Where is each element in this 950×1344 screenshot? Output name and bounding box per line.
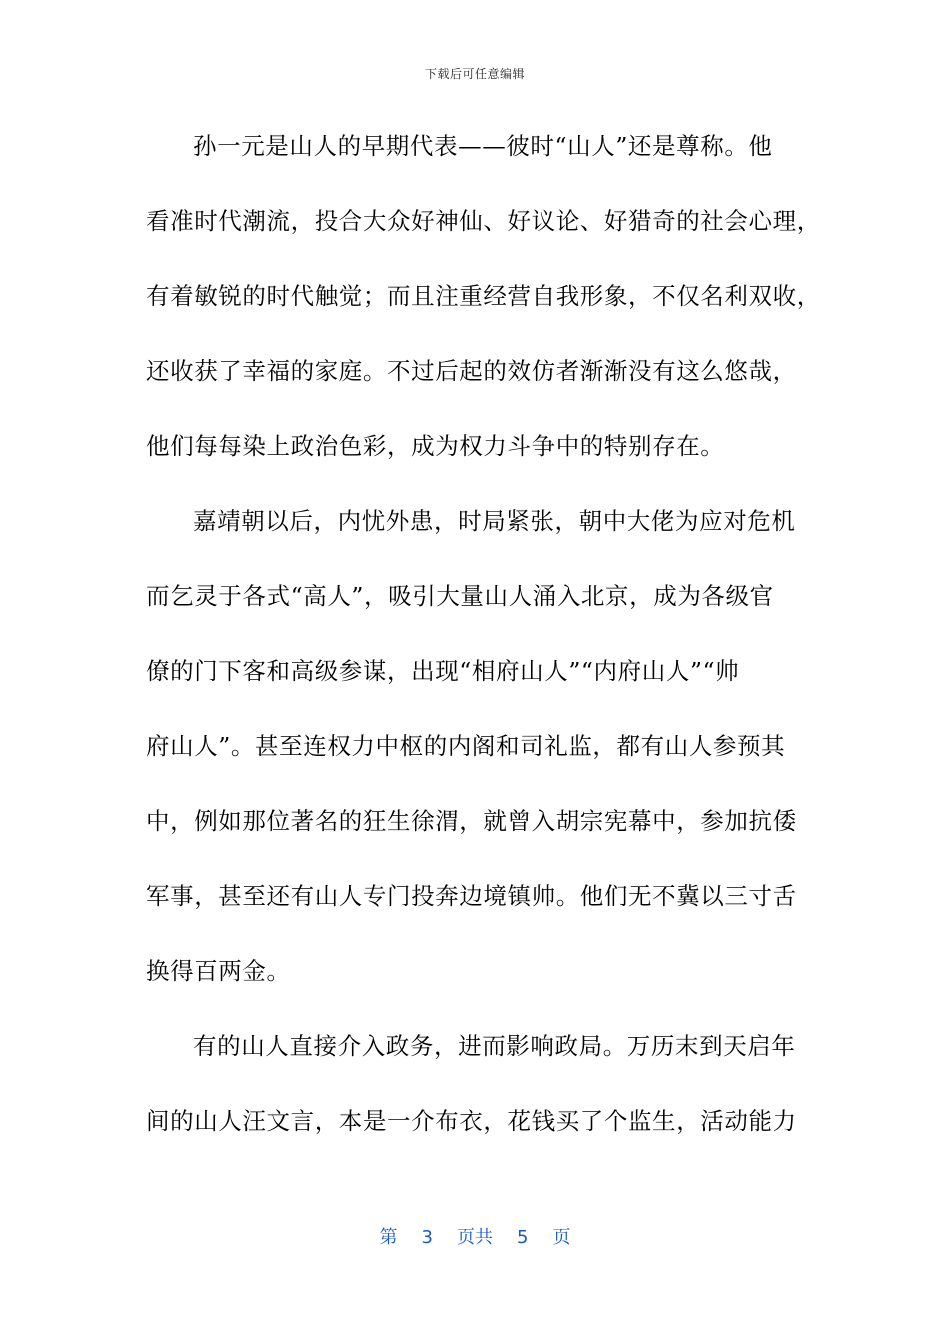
header-note: 下载后可任意编辑 xyxy=(424,67,525,81)
text-line: 间的山人汪文言，本是一介布衣，花钱买了个监生，活动能力 xyxy=(146,1107,797,1135)
page-number-footer xyxy=(0,1226,950,1250)
document-body xyxy=(146,118,821,1168)
text-line: 嘉靖朝以后，内忧外患，时局紧张，朝中大佬为应对危机 xyxy=(193,507,796,535)
text-line: 有着敏锐的时代触觉；而且注重经营自我形象，不仅名利双收， xyxy=(146,282,821,310)
total-page-count: 5 xyxy=(517,1227,529,1248)
text-line: 中，例如那位著名的狂生徐渭，就曾入胡宗宪幕中，参加抗倭 xyxy=(146,807,797,835)
text-line: 孙一元是山人的早期代表——彼时“山人”还是尊称。他 xyxy=(193,132,773,160)
text-line: 府山人”。甚至连权力中枢的内阁和司礼监，都有山人参预其 xyxy=(146,732,786,760)
page-header xyxy=(0,66,950,82)
text-line: 军事，甚至还有山人专门投奔边境镇帅。他们无不冀以三寸舌 xyxy=(146,882,797,910)
current-page-number: 3 xyxy=(421,1227,433,1248)
footer-middle: 页共 xyxy=(457,1227,493,1248)
footer-prefix: 第 xyxy=(379,1227,398,1248)
text-line: 僚的门下客和高级参谋，出现“相府山人”“内府山人”“帅 xyxy=(146,657,740,685)
paragraph-3 xyxy=(146,1018,806,1168)
paragraph-2 xyxy=(146,493,806,1018)
text-line: 他们每每染上政治色彩，成为权力斗争中的特别存在。 xyxy=(146,432,725,460)
text-line: 有的山人直接介入政务，进而影响政局。万历末到天启年 xyxy=(193,1032,796,1060)
footer-suffix: 页 xyxy=(552,1227,571,1248)
text-line: 而乞灵于各式“高人”，吸引大量山人涌入北京，成为各级官 xyxy=(146,582,774,610)
text-line: 还收获了幸福的家庭。不过后起的效仿者渐渐没有这么悠哉， xyxy=(146,357,797,385)
text-line: 换得百两金。 xyxy=(146,957,291,985)
text-line: 看准时代潮流，投合大众好神仙、好议论、好猎奇的社会心理， xyxy=(146,207,821,235)
paragraph-1 xyxy=(146,118,821,493)
